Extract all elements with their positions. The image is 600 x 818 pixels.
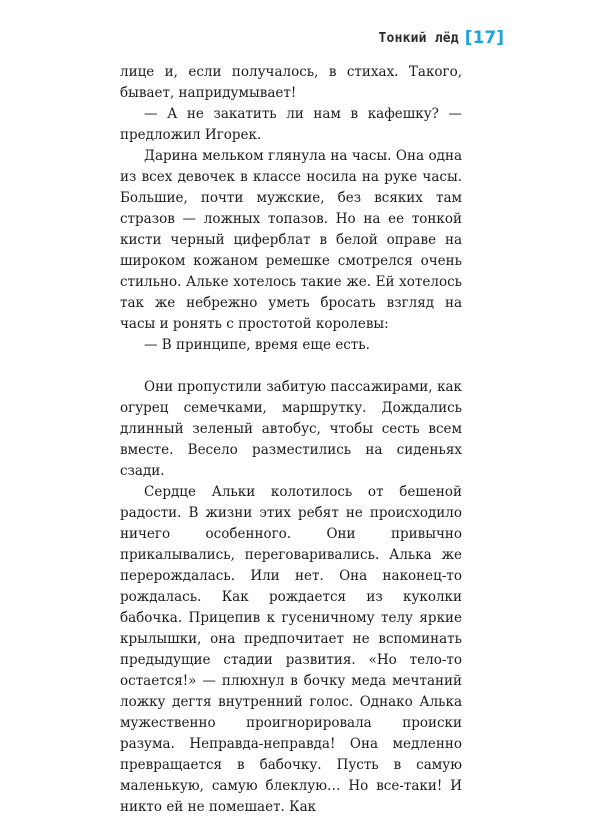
paragraph: — А не закатить ли нам в кафешку? — предложил Игорек. [120, 106, 462, 143]
book-title: Тонкий лёд [378, 31, 459, 46]
paragraph: Сердце Альки колотилось от бешеной радости. В жизни этих ребят не происходило ничего особенного. Они привычно прикалывались, переговаривались. Алька же перерождалась. Или нет. Она наконец-то рождалась. Как рождается из куколки бабочка. Прицепив к гусеничному телу яркие крылышки, она предпочитает не вспоминать предыдущие стадии развития. «Но тело-то остается!» — плюхнул в бочку меда мечтаний ложку дегтя внутренний голос. Однако Алька мужественно проигнорировала происки разума. Неправда-неправда! Она медленно превращается в бабочку. Пусть в самую маленькую, самую блеклую… Но все-таки! И никто ей не помешает. Как [120, 484, 462, 815]
paragraph: Дарина мельком глянула на часы. Она одна из всех девочек в классе носила на руке часы. Большие, почти мужские, без всяких там стразов — ложных топазов. Но на ее тонкой кисти черный циферблат в белой оправе на широком кожаном ремешке смотрелся очень стильно. Альке хотелось такие же. Ей хотелось так же небрежно уметь бросать взгляд на часы и ронять с простотой королевы: [120, 148, 462, 332]
scene-break [120, 356, 462, 377]
page-number: [17] [464, 28, 504, 48]
running-head [379, 30, 504, 47]
body-text [120, 62, 462, 818]
paragraph: лице и, если получалось, в стихах. Такого, бывает, напридумывает! [120, 64, 462, 101]
paragraph: — В принципе, время еще есть. [144, 337, 370, 353]
paragraph: Они пропустили забитую пассажирами, как огурец семечками, маршрутку. Дождались длинный зеленый автобус, чтобы сесть всем вместе. Весело разместились на сиденьях сзади. [120, 379, 462, 479]
